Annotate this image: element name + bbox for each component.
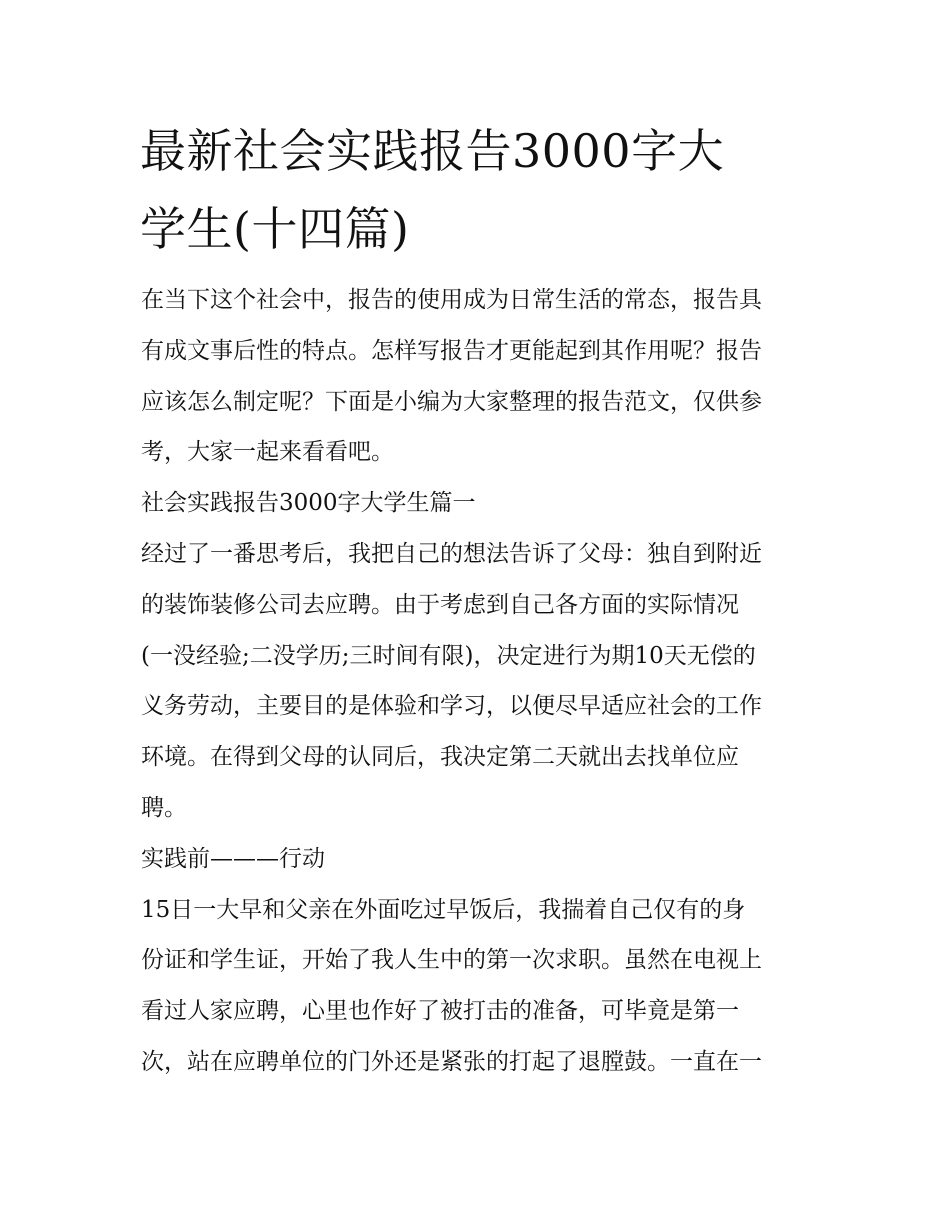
text-line: 考，大家一起来看看吧。 xyxy=(141,439,394,466)
text-line: 经过了一番思考后，我把自己的想法告诉了父母：独自到附近 xyxy=(141,540,762,567)
text-line: 义务劳动，主要目的是体验和学习，以便尽早适应社会的工作 xyxy=(141,693,762,720)
document-body xyxy=(141,275,816,1088)
title-line: 学生(十四篇) xyxy=(140,202,410,256)
text-line: 有成文事后性的特点。怎样写报告才更能起到其作用呢？报告 xyxy=(141,337,762,364)
text-line: 应该怎么制定呢？下面是小编为大家整理的报告范文，仅供参 xyxy=(141,388,762,415)
title-line: 最新社会实践报告3000字大 xyxy=(140,124,725,178)
intro-paragraph xyxy=(141,275,816,478)
body-paragraph xyxy=(141,529,816,834)
text-line: 次，站在应聘单位的门外还是紧张的打起了退膛鼓。一直在一 xyxy=(141,1048,762,1075)
text-line: 在当下这个社会中，报告的使用成为日常生活的常态，报告具 xyxy=(141,287,762,313)
text-line: 份证和学生证，开始了我人生中的第一次求职。虽然在电视上 xyxy=(141,947,762,974)
text-line: 社会实践报告3000字大学生篇一 xyxy=(141,490,476,517)
text-line: 的装饰装修公司去应聘。由于考虑到自己各方面的实际情况 xyxy=(141,591,739,618)
body-paragraph xyxy=(141,885,816,1088)
text-line: 环境。在得到父母的认同后，我决定第二天就出去找单位应 xyxy=(141,744,739,771)
text-line: (一没经验;二没学历;三时间有限)，决定进行为期10天无偿的 xyxy=(141,642,756,669)
text-line: 聘。 xyxy=(141,794,187,821)
document-title xyxy=(140,112,820,268)
text-line: 实践前———行动 xyxy=(141,845,325,872)
subheading xyxy=(141,834,816,885)
text-line: 看过人家应聘，心里也作好了被打击的准备，可毕竟是第一 xyxy=(141,998,739,1025)
text-line: 15日一大早和父亲在外面吃过早饭后，我揣着自己仅有的身 xyxy=(141,896,746,923)
section-heading xyxy=(141,478,816,529)
